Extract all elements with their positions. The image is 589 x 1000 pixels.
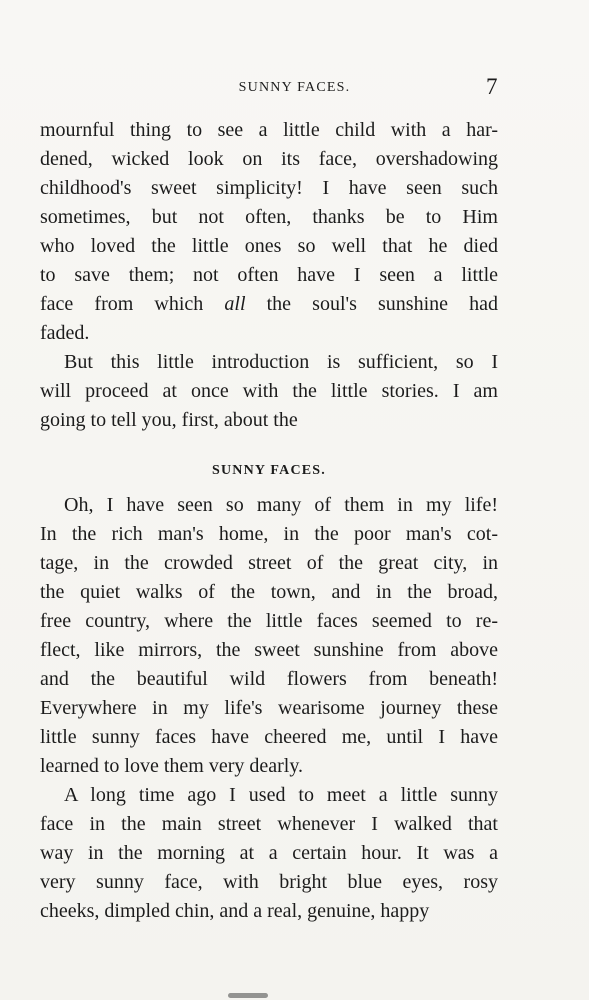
line-text: face in the main street whenever I walked that — [40, 813, 498, 835]
text-line — [40, 723, 498, 752]
line-text: But this little introduction is sufficient, so I — [64, 351, 498, 373]
line-text: In the rich man's home, in the poor man's cot- — [40, 523, 498, 545]
page-number: 7 — [486, 74, 498, 99]
paragraph — [40, 348, 498, 435]
text-line — [40, 578, 498, 607]
emphasis-text: all — [224, 293, 246, 315]
line-text: Everywhere in my life's wearisome journey these — [40, 697, 498, 719]
text-line — [40, 377, 498, 406]
line-text: little sunny faces have cheered me, until I have — [40, 726, 498, 748]
text-line — [40, 261, 498, 290]
line-text: mournful thing to see a little child with a har- — [40, 119, 498, 141]
line-text: sometimes, but not often, thanks be to Him — [40, 206, 498, 228]
line-text: going to tell you, first, about the — [40, 409, 298, 431]
running-head: SUNNY FACES. — [238, 80, 351, 95]
text-line — [40, 694, 498, 723]
section-heading: SUNNY FACES. — [212, 463, 326, 478]
text-line — [40, 145, 498, 174]
text-line — [40, 868, 498, 897]
line-text: free country, where the little faces seemed to re- — [40, 610, 498, 632]
line-text: dened, wicked look on its face, overshadowing — [40, 148, 498, 170]
line-text: face from which — [40, 293, 225, 315]
paragraph — [40, 781, 498, 926]
line-text: flect, like mirrors, the sweet sunshine from above — [40, 639, 498, 661]
line-text: will proceed at once with the little stories. I am — [40, 380, 498, 402]
line-text: who loved the little ones so well that he died — [40, 235, 498, 257]
line-text: to save them; not often have I seen a little — [40, 264, 498, 286]
story-section — [40, 491, 498, 926]
text-line — [40, 290, 498, 319]
paragraph — [40, 491, 498, 781]
line-text: way in the morning at a certain hour. It was a — [40, 842, 498, 864]
text-line — [40, 665, 498, 694]
text-line — [40, 549, 498, 578]
text-line — [40, 232, 498, 261]
line-text: A long time ago I used to meet a little sunny — [64, 784, 498, 806]
text-line — [40, 781, 498, 810]
text-line — [40, 348, 498, 377]
intro-section — [40, 116, 498, 435]
text-line — [40, 520, 498, 549]
line-text: tage, in the crowded street of the great city, in — [40, 552, 498, 574]
text-line — [40, 174, 498, 203]
text-line — [40, 406, 498, 435]
text-line — [40, 839, 498, 868]
paragraph — [40, 116, 498, 348]
line-text: the soul's sunshine had — [245, 293, 498, 315]
text-line — [40, 203, 498, 232]
line-text: childhood's sweet simplicity! I have seen such — [40, 177, 498, 199]
page-header — [0, 76, 589, 106]
text-line — [40, 810, 498, 839]
line-text: faded. — [40, 322, 90, 344]
line-text: very sunny face, with bright blue eyes, rosy — [40, 871, 498, 893]
text-line — [40, 491, 498, 520]
text-line — [40, 319, 498, 348]
line-text: cheeks, dimpled chin, and a real, genuine, happy — [40, 900, 430, 922]
text-line — [40, 752, 498, 781]
line-text: and the beautiful wild flowers from beneath! — [40, 668, 498, 690]
line-text: the quiet walks of the town, and in the broad, — [40, 581, 498, 603]
body-text — [40, 116, 498, 926]
bottom-ornament — [228, 993, 268, 998]
text-line — [40, 116, 498, 145]
text-line — [40, 636, 498, 665]
text-line — [40, 897, 498, 926]
text-line — [40, 607, 498, 636]
line-text: learned to love them very dearly. — [40, 755, 304, 777]
line-text: Oh, I have seen so many of them in my life! — [64, 494, 498, 516]
